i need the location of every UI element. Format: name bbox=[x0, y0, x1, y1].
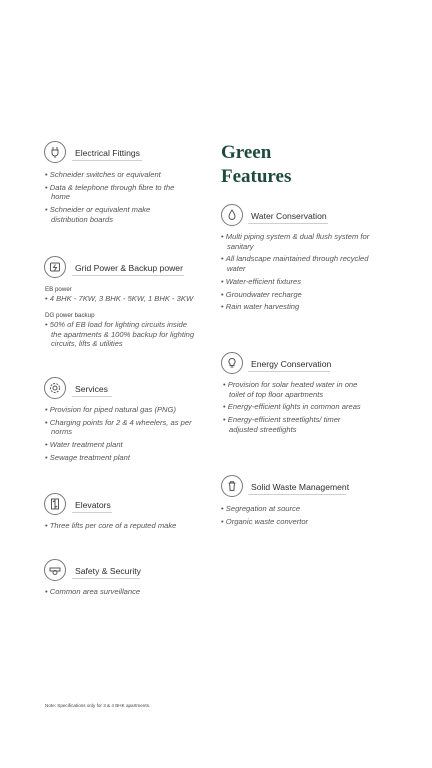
green-features-heading bbox=[221, 141, 291, 189]
energy-conservation-title: Energy Conservation bbox=[251, 359, 332, 369]
list-item: • Data & telephone through fibre to the home bbox=[45, 183, 185, 202]
grid-underline bbox=[72, 275, 184, 276]
solid-waste-title: Solid Waste Management bbox=[251, 482, 350, 492]
safety-underline bbox=[72, 578, 140, 579]
list-item: • Organic waste convertor bbox=[221, 517, 371, 527]
list-item: • Water-efficient fixtures bbox=[221, 277, 371, 287]
energy-list bbox=[223, 380, 371, 438]
eb-power-label: EB power bbox=[45, 286, 72, 293]
electrical-underline bbox=[72, 160, 142, 161]
dg-backup-label: DG power backup bbox=[45, 312, 95, 319]
list-item: • Three lifts per core of a reputed make bbox=[45, 521, 205, 531]
green-heading-line1: Green bbox=[221, 142, 272, 163]
elevators-underline bbox=[72, 512, 112, 513]
list-item: • Provision for solar heated water in one toilet of top floor apartments bbox=[223, 380, 371, 399]
water-drop-icon bbox=[221, 204, 243, 226]
electrical-list bbox=[45, 170, 185, 228]
eb-list bbox=[45, 294, 195, 307]
list-item: • Sewage treatment plant bbox=[45, 453, 195, 463]
list-item: • Segregation at source bbox=[221, 504, 371, 514]
list-item: • Schneider switches or equivalent bbox=[45, 170, 185, 180]
grid-power-title: Grid Power & Backup power bbox=[75, 263, 183, 273]
plug-icon bbox=[44, 141, 66, 163]
safety-security-title: Safety & Security bbox=[75, 566, 141, 576]
list-item: • Multi piping system & dual flush system for sanitary bbox=[221, 232, 371, 251]
list-item: • Schneider or equivalent make distribution boards bbox=[45, 205, 185, 224]
camera-icon bbox=[44, 559, 66, 581]
water-list bbox=[221, 232, 371, 315]
elevators-list bbox=[45, 521, 205, 534]
list-item: • Energy-efficient streetlights/ timer adjusted streetlights bbox=[223, 415, 371, 434]
energy-underline bbox=[248, 371, 330, 372]
safety-list bbox=[45, 587, 195, 600]
services-title: Services bbox=[75, 384, 108, 394]
settings-icon bbox=[44, 377, 66, 399]
list-item: • Groundwater recharge bbox=[221, 290, 371, 300]
list-item: • Energy-efficient lights in common areas bbox=[223, 402, 371, 412]
list-item: • Water treatment plant bbox=[45, 440, 195, 450]
water-underline bbox=[248, 223, 328, 224]
elevators-title: Elevators bbox=[75, 500, 111, 510]
waste-underline bbox=[248, 494, 346, 495]
electrical-fittings-title: Electrical Fittings bbox=[75, 148, 140, 158]
waste-list bbox=[221, 504, 371, 530]
list-item: • 50% of EB load for lighting circuits inside the apartments & 100% backup for lighting circuits, lifts & utilities bbox=[45, 320, 195, 349]
green-heading-line2: Features bbox=[221, 166, 292, 187]
list-item: • All landscape maintained through recycled water bbox=[221, 254, 371, 273]
list-item: • Charging points for 2 & 4 wheelers, as per norms bbox=[45, 418, 195, 437]
services-underline bbox=[72, 396, 112, 397]
lightbulb-icon bbox=[221, 352, 243, 374]
list-item: • 4 BHK - 7KW, 3 BHK - 5KW, 1 BHK - 3KW bbox=[45, 294, 195, 304]
list-item: • Provision for piped natural gas (PNG) bbox=[45, 405, 195, 415]
list-item: • Rain water harvesting bbox=[221, 302, 371, 312]
list-item: • Common area surveillance bbox=[45, 587, 195, 597]
waste-bin-icon bbox=[221, 475, 243, 497]
footnote: Note: Specifications only for 3 & 4 BHK apartments. bbox=[45, 703, 151, 708]
elevator-icon bbox=[44, 493, 66, 515]
services-list bbox=[45, 405, 195, 466]
dg-list bbox=[45, 320, 195, 352]
water-conservation-title: Water Conservation bbox=[251, 211, 327, 221]
power-icon bbox=[44, 256, 66, 278]
